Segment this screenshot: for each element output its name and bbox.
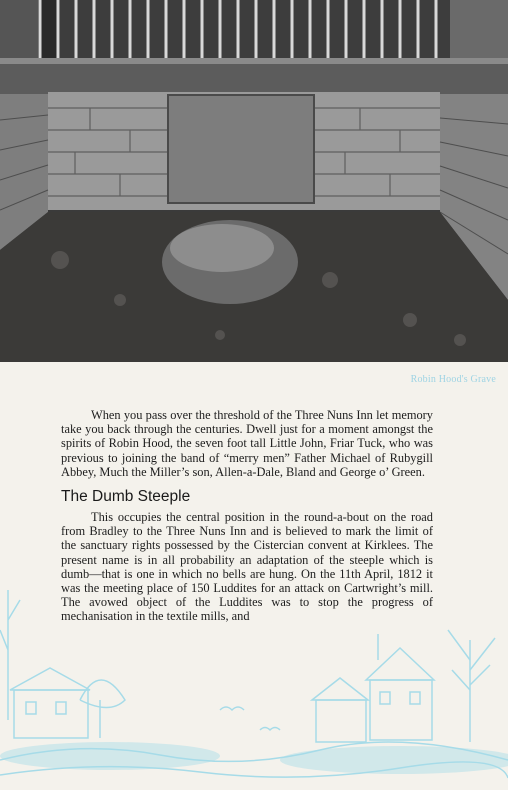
photo-caption: Robin Hood's Grave bbox=[410, 374, 496, 385]
grave-photo bbox=[0, 0, 508, 362]
section-heading: The Dumb Steeple bbox=[61, 488, 191, 506]
grave-illustration-icon bbox=[0, 0, 508, 362]
section-paragraph: This occupies the central position in the round-a-bout on the road from Bradley to the Three Nuns Inn and is believed to mark the limit of the sanctuary rights possessed by the Cistercian convent at Kirklees. The present name is in all probability an adaptation of the steeple which is dumb—that is one in which no bells are hung. On the 11th April, 1812 it was the meeting place of 150 Luddites for an attack on Cartwright’s mill. The avowed object of the Luddites was to stop the progress of mechanisation in the textile mills, and bbox=[61, 510, 433, 624]
article-body bbox=[61, 408, 433, 624]
intro-paragraph: When you pass over the threshold of the Three Nuns Inn let memory take you back through the centuries. Dwell just for a moment amongst the spirits of Robin Hood, the seven foot tall Little John, Friar Tuck, who was previous to joining the band of “merry men” Father Michael of Rubygill Abbey, Much the Miller’s son, Allen-a-Dale, Bland and George o’ Green. bbox=[61, 408, 433, 479]
